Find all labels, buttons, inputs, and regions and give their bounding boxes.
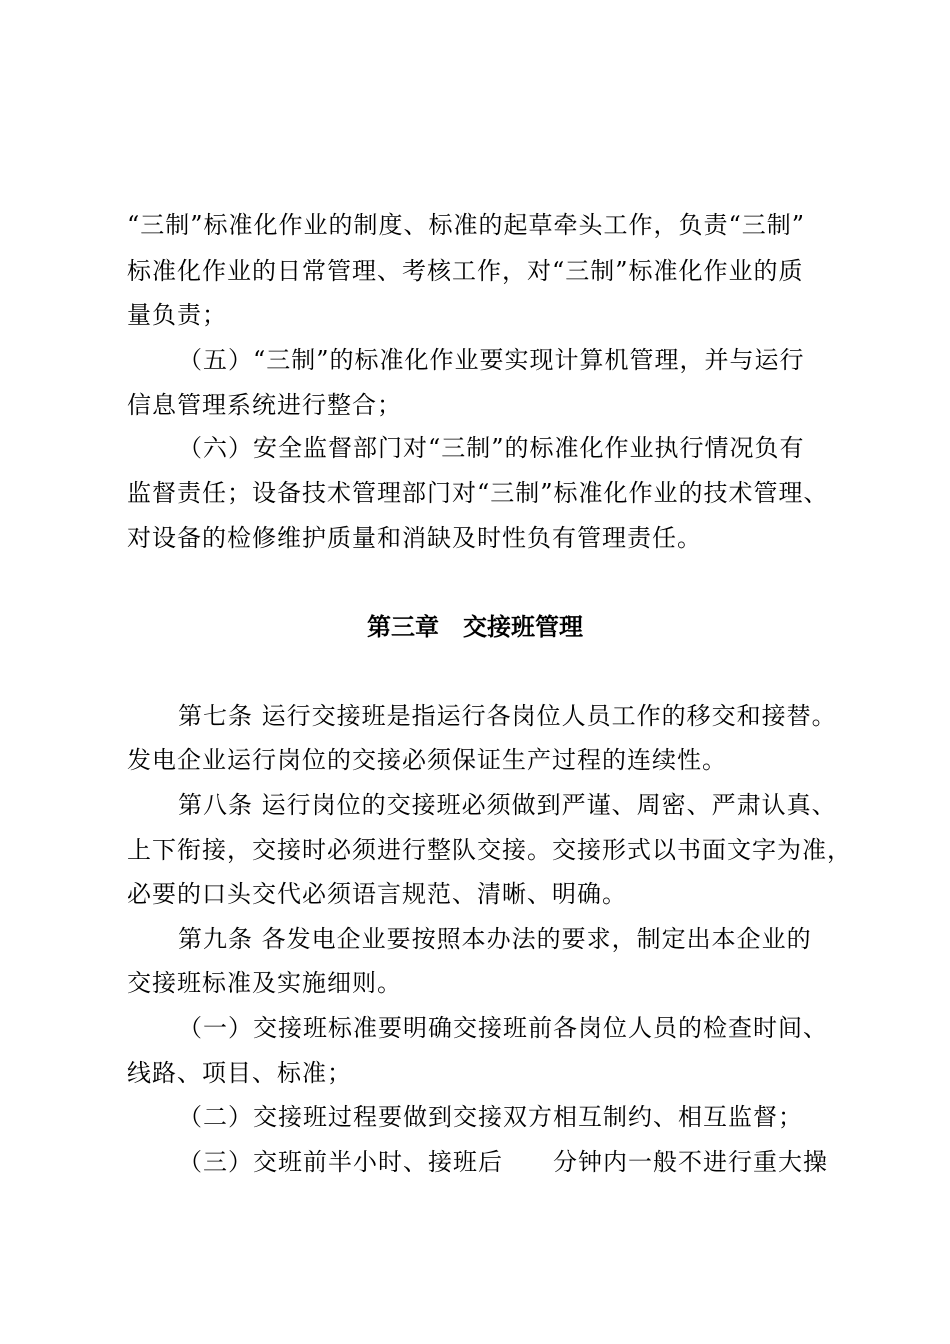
body-line-3: 量负责； [127, 301, 227, 329]
body-line-16: （一）交接班标准要明确交接班前各岗位人员的检查时间、 [178, 1014, 828, 1042]
body-line-15: 交接班标准及实施细则。 [127, 969, 402, 997]
body-line-14: 第九条 各发电企业要按照本办法的要求，制定出本企业的 [178, 925, 812, 953]
chapter-heading: 第三章 交接班管理 [367, 613, 583, 641]
body-line-18: （二）交接班过程要做到交接双方相互制约、相互监督； [178, 1103, 803, 1131]
body-line-5: 信息管理系统进行整合； [127, 391, 402, 419]
body-line-11: 第八条 运行岗位的交接班必须做到严谨、周密、严肃认真、 [178, 791, 837, 819]
body-line-7: 监督责任；设备技术管理部门对“三制”标准化作业的技术管理、 [127, 479, 829, 507]
body-line-6: （六）安全监督部门对“三制”的标准化作业执行情况负有 [178, 434, 805, 462]
body-line-8: 对设备的检修维护质量和消缺及时性负有管理责任。 [127, 524, 702, 552]
body-line-17: 线路、项目、标准； [127, 1059, 352, 1087]
body-line-10: 发电企业运行岗位的交接必须保证生产过程的连续性。 [127, 746, 727, 774]
body-line-9: 第七条 运行交接班是指运行各岗位人员工作的移交和接替。 [178, 702, 837, 730]
body-line-19: （三）交班前半小时、接班后 分钟内一般不进行重大操 [178, 1148, 828, 1176]
body-line-12: 上下衔接，交接时必须进行整队交接。交接形式以书面文字为准， [127, 836, 852, 864]
body-line-13: 必要的口头交代必须语言规范、清晰、明确。 [127, 880, 627, 908]
body-line-4: （五）“三制”的标准化作业要实现计算机管理，并与运行 [178, 346, 805, 374]
body-line-1: “三制”标准化作业的制度、标准的起草牵头工作，负责“三制” [127, 211, 806, 239]
body-line-2: 标准化作业的日常管理、考核工作，对“三制”标准化作业的质 [127, 257, 804, 285]
